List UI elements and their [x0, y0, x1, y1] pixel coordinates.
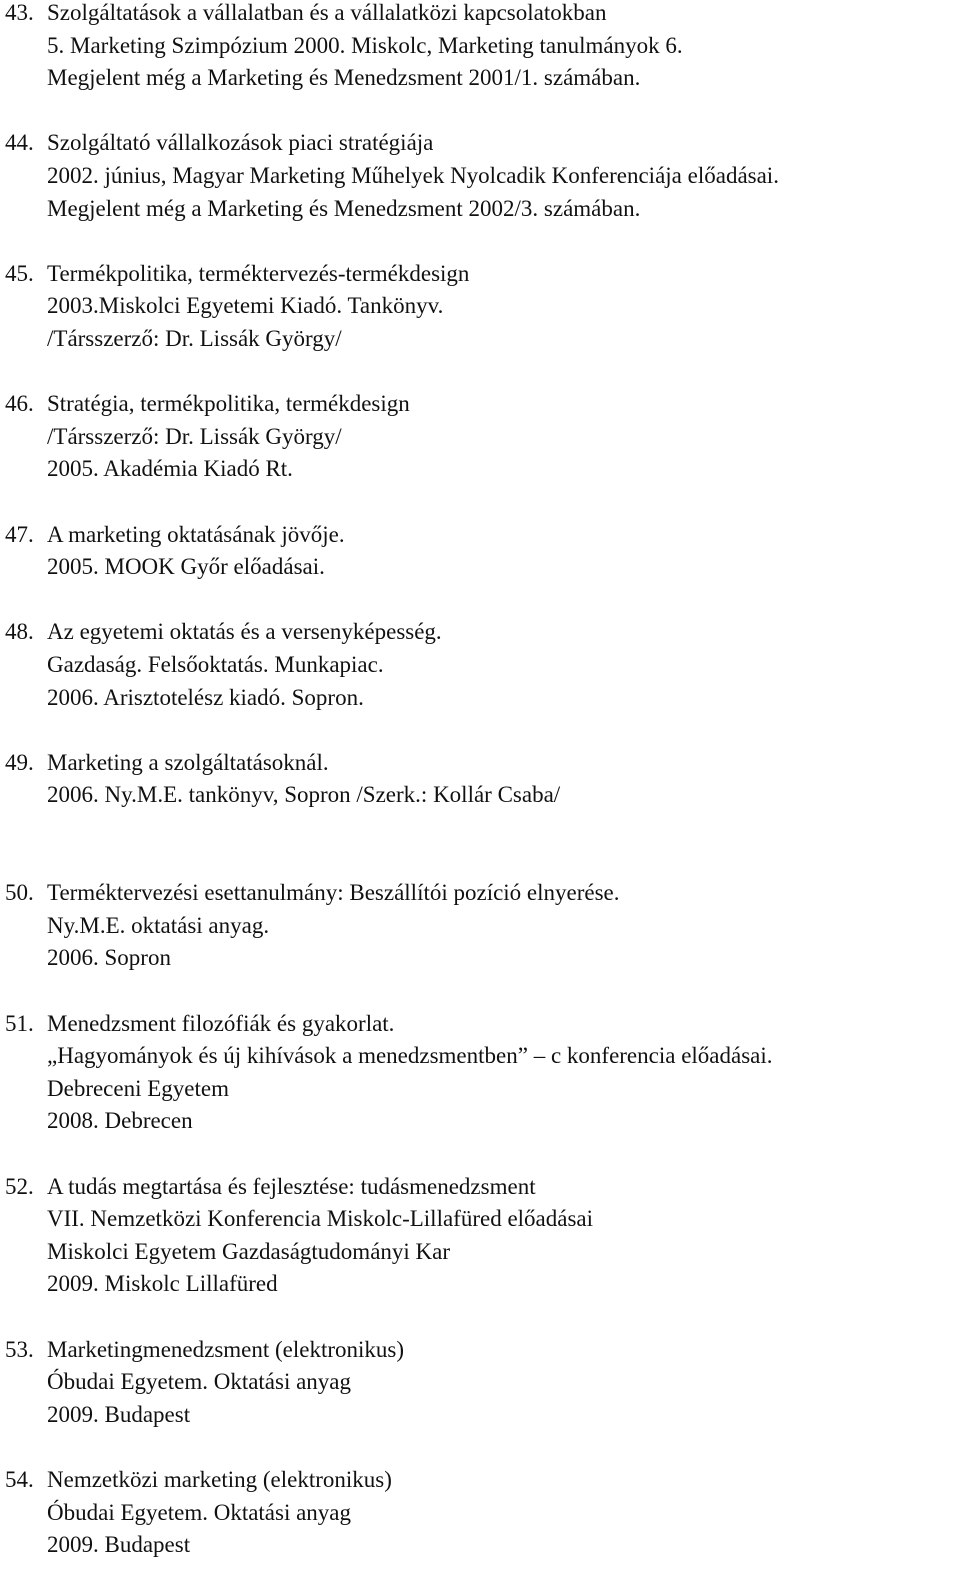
publication-entry-44 [0, 127, 960, 225]
entry-number: 44. [5, 130, 34, 156]
entry-detail: 2008. Debrecen [47, 1108, 193, 1134]
publication-entry-53 [0, 1334, 960, 1432]
publication-entry-51 [0, 1008, 960, 1138]
entry-detail: 2009. Budapest [47, 1401, 191, 1427]
entry-detail: 5. Marketing Szimpózium 2000. Miskolc, Marketing tanulmányok 6. [47, 32, 683, 58]
entry-detail: Óbudai Egyetem. Oktatási anyag [47, 1499, 352, 1525]
entry-title: Stratégia, termékpolitika, termékdesign [47, 391, 410, 417]
entry-number: 48. [5, 619, 34, 645]
entry-detail: 2006. Ny.M.E. tankönyv, Sopron /Szerk.: Kollár Csaba/ [47, 782, 561, 808]
entry-detail: /Társszerző: Dr. Lissák György/ [47, 423, 342, 449]
entry-title-line [0, 258, 960, 291]
entry-title-line [0, 1008, 960, 1041]
entry-number: 45. [5, 260, 34, 286]
entry-title: A marketing oktatásának jövője. [47, 521, 345, 547]
publication-entry-45 [0, 258, 960, 356]
entry-detail: Gazdaság. Felsőoktatás. Munkapiac. [47, 651, 384, 677]
entry-number: 51. [5, 1010, 34, 1036]
publication-entry-46 [0, 388, 960, 486]
entry-detail: 2002. június, Magyar Marketing Műhelyek Nyolcadik Konferenciája előadásai. [47, 162, 779, 188]
entry-detail: „Hagyományok és új kihívások a menedzsmentben” – c konferencia előadásai. [47, 1043, 773, 1069]
publication-entry-52 [0, 1171, 960, 1301]
entry-number: 52. [5, 1173, 34, 1199]
publication-entry-43 [0, 0, 960, 95]
entry-detail: Megjelent még a Marketing és Menedzsment 2002/3. számában. [47, 195, 641, 221]
publication-entry-48 [0, 616, 960, 714]
entry-detail: 2006. Sopron [47, 945, 171, 971]
entry-title-line [0, 877, 960, 910]
entry-detail: 2009. Budapest [47, 1532, 191, 1558]
entry-title: Szolgáltatások a vállalatban és a vállalatközi kapcsolatokban [47, 0, 607, 25]
publication-entry-47 [0, 519, 960, 584]
entry-detail: Óbudai Egyetem. Oktatási anyag [47, 1369, 352, 1395]
entry-detail: 2006. Arisztotelész kiadó. Sopron. [47, 684, 364, 710]
entry-detail: Megjelent még a Marketing és Menedzsment 2001/1. számában. [47, 65, 641, 91]
entry-title-line [0, 747, 960, 780]
entry-detail: 2009. Miskolc Lillafüred [47, 1271, 278, 1297]
entry-title: Terméktervezési esettanulmány: Beszállítói pozíció elnyerése. [47, 880, 620, 906]
entry-number: 46. [5, 391, 34, 417]
entry-title-line [0, 127, 960, 160]
entry-title-line [0, 1171, 960, 1204]
entry-detail: /Társszerző: Dr. Lissák György/ [47, 325, 342, 351]
entry-title-line [0, 388, 960, 421]
entry-number: 49. [5, 749, 34, 775]
entry-number: 47. [5, 521, 34, 547]
entry-title: Az egyetemi oktatás és a versenyképesség. [47, 619, 442, 645]
entry-detail: Ny.M.E. oktatási anyag. [47, 912, 270, 938]
entry-number: 53. [5, 1336, 34, 1362]
entry-title: Menedzsment filozófiák és gyakorlat. [47, 1010, 395, 1036]
entry-detail: VII. Nemzetközi Konferencia Miskolc-Lillafüred előadásai [47, 1206, 594, 1232]
entry-title-line [0, 1464, 960, 1497]
entry-title-line [0, 519, 960, 552]
entry-detail: 2005. Akadémia Kiadó Rt. [47, 456, 293, 482]
entry-title-line [0, 1334, 960, 1367]
entry-title: Marketing a szolgáltatásoknál. [47, 749, 329, 775]
entry-title: A tudás megtartása és fejlesztése: tudásmenedzsment [47, 1173, 536, 1199]
entry-title-line [0, 0, 960, 30]
publication-entry-50 [0, 877, 960, 975]
entry-title: Szolgáltató vállalkozások piaci stratégiája [47, 130, 434, 156]
entry-number: 54. [5, 1466, 34, 1492]
entry-detail: 2003.Miskolci Egyetemi Kiadó. Tankönyv. [47, 293, 444, 319]
entry-number: 50. [5, 880, 34, 906]
publication-entry-54 [0, 1464, 960, 1562]
entry-detail: Debreceni Egyetem [47, 1075, 229, 1101]
entry-detail: Miskolci Egyetem Gazdaságtudományi Kar [47, 1238, 451, 1264]
entry-title: Nemzetközi marketing (elektronikus) [47, 1466, 392, 1492]
entry-title-line [0, 616, 960, 649]
entry-number: 43. [5, 0, 34, 25]
entry-title: Marketingmenedzsment (elektronikus) [47, 1336, 405, 1362]
publication-entry-49 [0, 747, 960, 812]
entry-title: Termékpolitika, terméktervezés-termékdesign [47, 260, 470, 286]
entry-detail: 2005. MOOK Győr előadásai. [47, 554, 325, 580]
